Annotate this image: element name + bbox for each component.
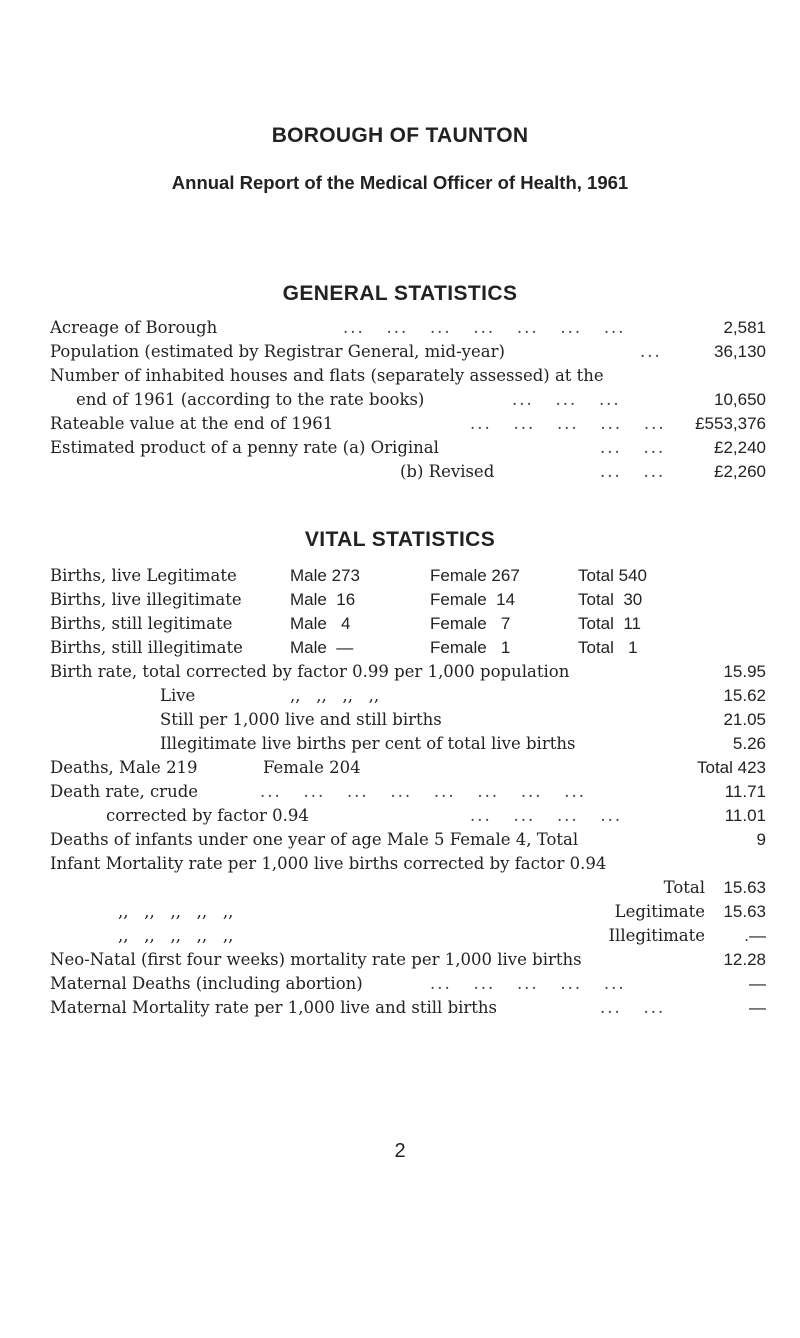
population-label: Population (estimated by Registrar General, mid-year) xyxy=(50,342,505,361)
leader-dots: ... ... ... ... ... ... ... xyxy=(343,318,626,337)
im-illegit-value: .— xyxy=(744,926,766,945)
leader-dots: ... ... ... ... xyxy=(470,806,623,825)
table-row-male: Male — xyxy=(290,638,354,657)
table-row-female: Female 267 xyxy=(430,566,520,585)
leader-dots: ... xyxy=(640,342,662,361)
page-title: BOROUGH OF TAUNTON xyxy=(271,124,529,147)
leader-dots: ... ... xyxy=(600,438,666,457)
rateable-label: Rateable value at the end of 1961 xyxy=(50,414,334,433)
leader-dots: ... ... ... ... ... xyxy=(430,974,626,993)
rateable-value: £553,376 xyxy=(695,414,766,433)
table-row-label: Births, live Legitimate xyxy=(50,566,237,585)
ditto-marks: ,, ,, ,, ,, xyxy=(290,686,380,705)
penny-rate-a-value: £2,240 xyxy=(714,438,766,457)
table-row-total: Total 11 xyxy=(578,614,642,633)
table-row-total: Total 540 xyxy=(578,566,647,585)
table-row-female: Female 7 xyxy=(430,614,511,633)
deaths-total: Total 423 xyxy=(697,758,766,777)
table-row-label: Births, still legitimate xyxy=(50,614,233,633)
death-rate-corrected-label: corrected by factor 0.94 xyxy=(106,806,309,825)
houses-value: 10,650 xyxy=(714,390,766,409)
maternal-rate-value: — xyxy=(749,998,766,1017)
maternal-rate-label: Maternal Mortality rate per 1,000 live and still births xyxy=(50,998,498,1017)
acreage-value: 2,581 xyxy=(723,318,766,337)
table-row-male: Male 4 xyxy=(290,614,351,633)
birth-rate-label: Birth rate, total corrected by factor 0.99 per 1,000 population xyxy=(50,662,570,681)
table-row-male: Male 273 xyxy=(290,566,360,585)
maternal-deaths-value: — xyxy=(749,974,766,993)
table-row-label: Births, live illegitimate xyxy=(50,590,242,609)
leader-dots: ... ... ... ... ... ... ... ... xyxy=(260,782,587,801)
im-total-value: 15.63 xyxy=(723,878,766,897)
population-value: 36,130 xyxy=(714,342,766,361)
general-statistics-heading: GENERAL STATISTICS xyxy=(282,282,518,305)
illegit-value: 5.26 xyxy=(732,734,766,753)
live-label: Live xyxy=(160,686,196,705)
neonatal-label: Neo-Natal (first four weeks) mortality rate per 1,000 live births xyxy=(50,950,582,969)
live-rate-value: 15.62 xyxy=(723,686,766,705)
report-subtitle: Annual Report of the Medical Officer of Health, 1961 xyxy=(171,172,629,193)
im-illegit-label: Illegitimate xyxy=(608,926,705,945)
leader-dots: ... ... ... xyxy=(512,390,621,409)
leader-dots: ... ... ... ... ... xyxy=(470,414,666,433)
infant-deaths-label: Deaths of infants under one year of age Male 5 Female 4, Total xyxy=(50,830,579,849)
houses-label-line2: end of 1961 (according to the rate books) xyxy=(76,390,425,409)
acreage-label: Acreage of Borough xyxy=(50,318,218,337)
illegit-label: Illegitimate live births per cent of total live births xyxy=(160,734,576,753)
ditto-marks: ,, ,, ,, ,, ,, xyxy=(118,926,234,945)
still-rate-value: 21.05 xyxy=(723,710,766,729)
im-legit-label: Legitimate xyxy=(614,902,705,921)
table-row-label: Births, still illegitimate xyxy=(50,638,243,657)
im-total-label: Total xyxy=(663,878,705,897)
ditto-marks: ,, ,, ,, ,, ,, xyxy=(118,902,234,921)
penny-rate-b-value: £2,260 xyxy=(714,462,766,481)
leader-dots: ... ... xyxy=(600,998,666,1017)
still-label: Still per 1,000 live and still births xyxy=(160,710,442,729)
death-rate-crude-value: 11.71 xyxy=(724,782,766,801)
houses-label-line1: Number of inhabited houses and flats (separately assessed) at the xyxy=(50,366,604,385)
deaths-female: Female 204 xyxy=(263,758,361,777)
death-rate-corrected-value: 11.01 xyxy=(724,806,766,825)
page-number: 2 xyxy=(394,1140,406,1162)
table-row-female: Female 14 xyxy=(430,590,516,609)
table-row-male: Male 16 xyxy=(290,590,356,609)
death-rate-crude-label: Death rate, crude xyxy=(50,782,199,801)
table-row-total: Total 1 xyxy=(578,638,638,657)
deaths-male: Deaths, Male 219 xyxy=(50,758,198,777)
infant-deaths-value: 9 xyxy=(756,830,766,849)
penny-rate-label: Estimated product of a penny rate (a) Original xyxy=(50,438,439,457)
table-row-total: Total 30 xyxy=(578,590,643,609)
im-legit-value: 15.63 xyxy=(723,902,766,921)
infant-mortality-label: Infant Mortality rate per 1,000 live births corrected by factor 0.94 xyxy=(50,854,607,873)
penny-rate-b-label: (b) Revised xyxy=(400,462,495,481)
neonatal-value: 12.28 xyxy=(723,950,766,969)
vital-statistics-heading: VITAL STATISTICS xyxy=(304,528,496,551)
leader-dots: ... ... xyxy=(600,462,666,481)
maternal-deaths-label: Maternal Deaths (including abortion) xyxy=(50,974,363,993)
table-row-female: Female 1 xyxy=(430,638,511,657)
birth-rate-value: 15.95 xyxy=(723,662,766,681)
